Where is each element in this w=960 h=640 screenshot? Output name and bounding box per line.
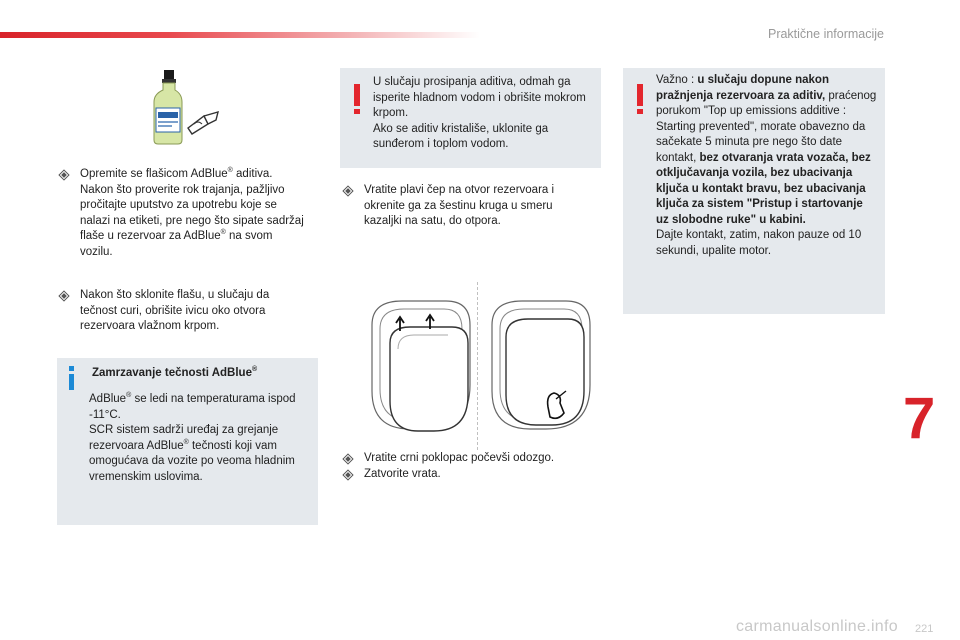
info-box-body: AdBlue® se ledi na temperaturama ispod -11°C. SCR sistem sadrži uređaj za grejanje rezervoara AdBlue® tečnosti koji vam omogućava da vozite po veoma hladnim vremenskim uslovima. — [89, 392, 296, 483]
adblue-bottle-illustration — [148, 68, 228, 148]
warning-spill-text-2: Ako se aditiv kristališe, uklonite ga sunđerom i toplom vodom. — [373, 122, 549, 150]
instruction-bullet-5: Zatvorite vrata. — [342, 467, 587, 483]
illustration-divider — [477, 282, 478, 450]
header-accent-bar — [0, 32, 480, 38]
bullet-marker-icon — [342, 469, 353, 480]
warning-important-text: Važno : u slučaju dopune nakon pražnjenja rezervoara za aditiv, praćenog porukom "Top up emissions additive : Starting prevented", morate obavezno da sačekate 5 minuta pre nego što date kontakt, bez otvaranja vrata vozača, bez otključavanja vozila, bez ubacivanja ključa u kontakt bravu, bez ubacivanja ključa za sistem "Pristup i startovanje uz slobodne ruke" u kabini. — [656, 74, 877, 226]
watermark: carmanualsonline.info — [736, 618, 898, 635]
bullet-marker-icon — [342, 185, 353, 196]
bullet-marker-icon — [58, 290, 69, 301]
warning-box-important — [623, 68, 885, 314]
fuel-flap-illustration — [360, 295, 600, 435]
info-box-freezing — [57, 358, 318, 525]
page-number: 221 — [915, 623, 934, 635]
chapter-number: 7 — [903, 386, 936, 451]
section-title: Praktične informacije — [767, 27, 884, 41]
instruction-bullet-3: Vratite plavi čep na otvor rezervoara i okrenite ga za šestinu kruga u smeru kazaljki na satu, do otpora. — [342, 183, 587, 230]
info-box-title: Zamrzavanje tečnosti AdBlue® — [92, 366, 258, 379]
instruction-bullet-2: Nakon što sklonite flašu, u slučaju da tečnost curi, obrišite ivicu oko otvora rezervoara vlažnom krpom. — [58, 288, 308, 335]
warning-box-spill — [340, 68, 601, 168]
instruction-bullet-4: Vratite crni poklopac počevši odozgo. — [342, 451, 587, 467]
info-icon — [69, 366, 74, 390]
warning-important-final: Dajte kontakt, zatim, nakon pauze od 10 sekundi, upalite motor. — [656, 229, 862, 257]
instruction-bullet-1: Opremite se flašicom AdBlue® aditiva. Nakon što proverite rok trajanja, pažljivo pročitajte uputstvo za upotrebu koje se nalazi na etiketi, pre nego što sipate sadržaj flaše u rezervoar za AdBlue® na svom vozilu. — [58, 167, 308, 260]
warning-spill-text-1: U slučaju prosipanja aditiva, odmah ga isperite hladnom vodom i obrišite mokrom krpom. — [373, 76, 586, 119]
bullet-marker-icon — [342, 453, 353, 464]
bullet-marker-icon — [58, 169, 69, 180]
